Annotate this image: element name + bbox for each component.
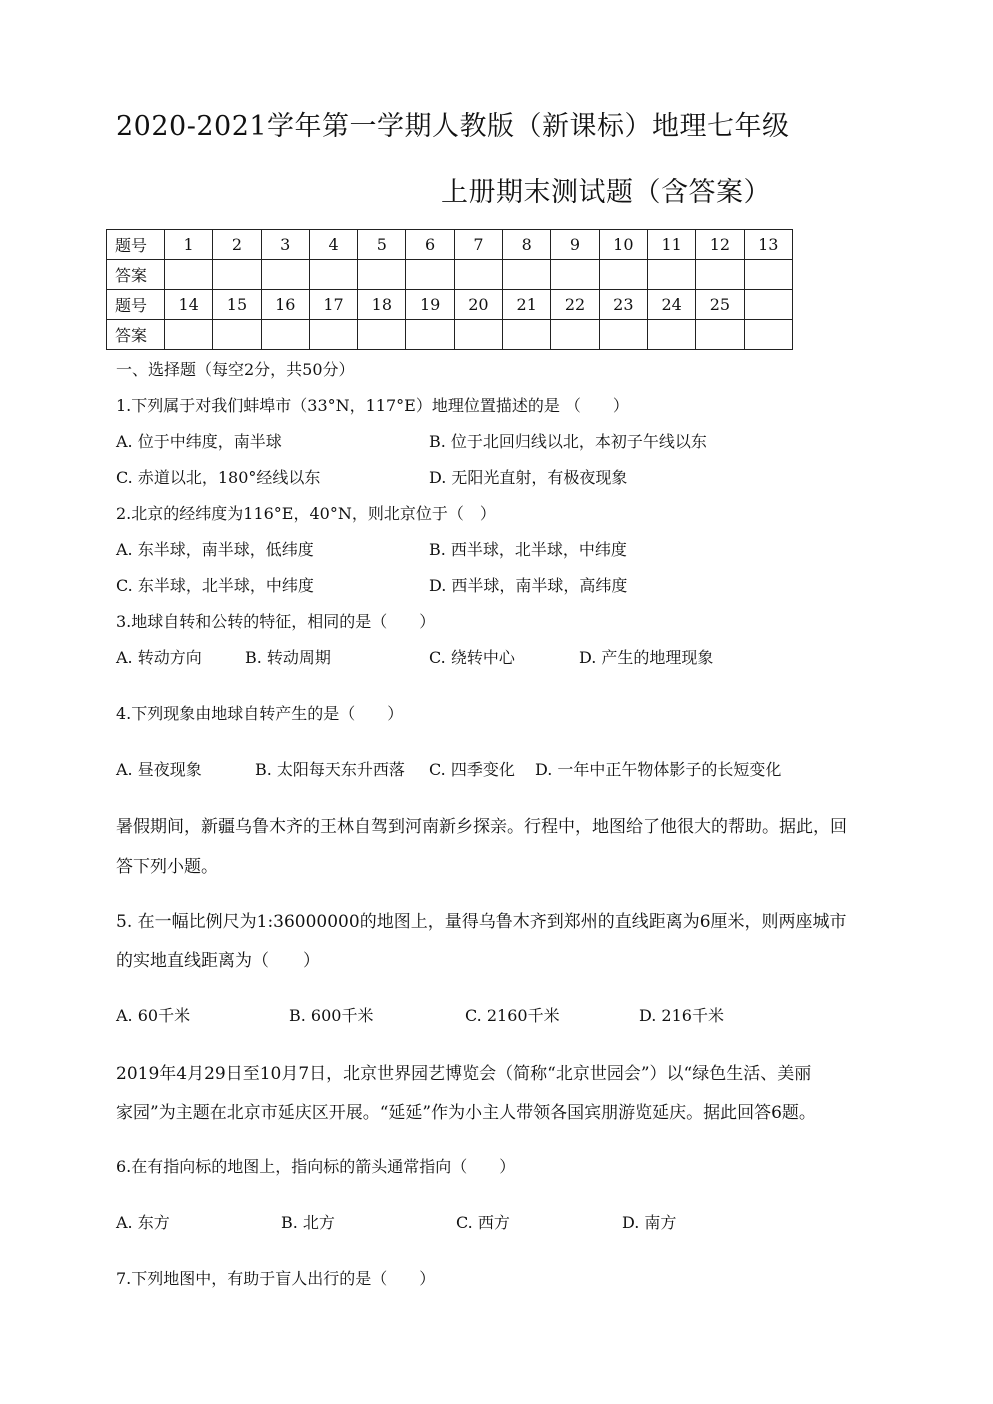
answer-table-cell: 17 [309, 290, 357, 320]
answer-table-header-cell: 题号 [107, 230, 165, 260]
answer-table-cell [599, 260, 647, 290]
answer-table-cell [165, 260, 213, 290]
answer-table-cell: 18 [358, 290, 406, 320]
title-line-2: 上册期末测试题（含答案） [441, 177, 771, 208]
q4-option-a: A. 昼夜现象 [116, 760, 202, 779]
q6-option-a: A. 东方 [116, 1213, 170, 1232]
answer-table-cell: 19 [406, 290, 454, 320]
q3-option-b: B. 转动周期 [245, 648, 331, 667]
answer-table-cell: 23 [599, 290, 647, 320]
answer-table-cell [551, 320, 599, 350]
answer-table-cell [696, 320, 744, 350]
answer-table-cell: 25 [696, 290, 744, 320]
answer-table-cell [406, 260, 454, 290]
answer-table-row [107, 320, 793, 350]
q2-option-b: B. 西半球，北半球，中纬度 [429, 540, 627, 559]
answer-table-cell [309, 320, 357, 350]
q2-option-d: D. 西半球，南半球，高纬度 [429, 576, 628, 595]
q7-stem: 7.下列地图中，有助于盲人出行的是（ ） [116, 1269, 436, 1288]
answer-table-cell: 20 [454, 290, 502, 320]
passage2-line1: 2019年4月29日至10月7日，北京世界园艺博览会（简称“北京世园会”）以“绿色生活、美丽 [116, 1064, 812, 1084]
answer-table-cell [647, 320, 695, 350]
answer-table-cell: 24 [647, 290, 695, 320]
q1-option-d: D. 无阳光直射，有极夜现象 [429, 468, 628, 487]
q1-option-c: C. 赤道以北，180°经线以东 [116, 468, 321, 487]
q5-option-b: B. 600千米 [289, 1006, 374, 1025]
answer-table-cell [358, 320, 406, 350]
answer-table-cell [599, 320, 647, 350]
answer-table-cell [503, 260, 551, 290]
answer-table-cell: 7 [454, 230, 502, 260]
answer-table-cell: 5 [358, 230, 406, 260]
answer-table-cell [744, 260, 792, 290]
answer-table-cell [454, 320, 502, 350]
answer-table-cell [309, 260, 357, 290]
q6-option-d: D. 南方 [622, 1213, 677, 1232]
passage2-line2: 家园”为主题在北京市延庆区开展。“延延”作为小主人带领各国宾朋游览延庆。据此回答6题。 [116, 1103, 816, 1123]
answer-table-cell [406, 320, 454, 350]
answer-table-cell: 11 [647, 230, 695, 260]
answer-table-cell [213, 320, 261, 350]
answer-table-cell: 21 [503, 290, 551, 320]
answer-table-cell: 6 [406, 230, 454, 260]
q4-stem: 4.下列现象由地球自转产生的是（ ） [116, 704, 404, 723]
answer-table-cell [358, 260, 406, 290]
answer-table-cell: 3 [261, 230, 309, 260]
answer-table-cell: 8 [503, 230, 551, 260]
q3-option-d: D. 产生的地理现象 [579, 648, 714, 667]
q5-line1: 5. 在一幅比例尺为1:36000000的地图上，量得乌鲁木齐到郑州的直线距离为6厘米，则两座城市 [116, 912, 847, 932]
q4-option-b: B. 太阳每天东升西落 [255, 760, 405, 779]
answer-table-row [107, 290, 793, 320]
answer-table-cell [551, 260, 599, 290]
answer-table-row [107, 230, 793, 260]
answer-table-row [107, 260, 793, 290]
q5-line2: 的实地直线距离为（ ） [116, 951, 320, 971]
q2-stem: 2.北京的经纬度为116°E，40°N，则北京位于（ ） [116, 504, 496, 523]
title-line-1: 2020-2021学年第一学期人教版（新课标）地理七年级 [116, 111, 790, 142]
q3-option-c: C. 绕转中心 [429, 648, 515, 667]
answer-table-cell: 22 [551, 290, 599, 320]
q5-option-c: C. 2160千米 [465, 1006, 560, 1025]
q1-option-b: B. 位于北回归线以北，本初子午线以东 [429, 432, 707, 451]
answer-table-cell: 16 [261, 290, 309, 320]
q4-option-d: D. 一年中正午物体影子的长短变化 [535, 760, 782, 779]
answer-table-cell: 1 [165, 230, 213, 260]
answer-table-cell: 15 [213, 290, 261, 320]
answer-table-cell [744, 320, 792, 350]
answer-table-cell [696, 260, 744, 290]
q2-option-c: C. 东半球，北半球，中纬度 [116, 576, 314, 595]
answer-table-cell: 13 [744, 230, 792, 260]
q5-option-a: A. 60千米 [116, 1006, 191, 1025]
answer-table-cell: 4 [309, 230, 357, 260]
answer-table-cell: 9 [551, 230, 599, 260]
answer-table-cell [647, 260, 695, 290]
q6-option-c: C. 西方 [456, 1213, 510, 1232]
q2-option-a: A. 东半球，南半球，低纬度 [116, 540, 314, 559]
answer-table-cell [454, 260, 502, 290]
answer-table-cell [744, 290, 792, 320]
answer-table-header-cell: 答案 [107, 260, 165, 290]
answer-table-cell [165, 320, 213, 350]
answer-table-cell: 12 [696, 230, 744, 260]
answer-table-cell: 10 [599, 230, 647, 260]
answer-table [106, 229, 793, 350]
answer-table-cell: 14 [165, 290, 213, 320]
answer-table-cell [503, 320, 551, 350]
q6-option-b: B. 北方 [281, 1213, 335, 1232]
answer-table-cell [261, 320, 309, 350]
q1-stem: 1.下列属于对我们蚌埠市（33°N，117°E）地理位置描述的是 （ ） [116, 396, 629, 415]
q6-stem: 6.在有指向标的地图上，指向标的箭头通常指向（ ） [116, 1157, 516, 1176]
q5-option-d: D. 216千米 [639, 1006, 724, 1025]
answer-table-cell [213, 260, 261, 290]
passage1-line2: 答下列小题。 [116, 857, 218, 877]
q3-option-a: A. 转动方向 [116, 648, 202, 667]
section-heading: 一、选择题（每空2分，共50分） [116, 360, 355, 379]
passage1-line1: 暑假期间，新疆乌鲁木齐的王林自驾到河南新乡探亲。行程中，地图给了他很大的帮助。据此，回 [116, 817, 847, 837]
answer-table-header-cell: 题号 [107, 290, 165, 320]
answer-table-header-cell: 答案 [107, 320, 165, 350]
q4-option-c: C. 四季变化 [429, 760, 515, 779]
q3-stem: 3.地球自转和公转的特征，相同的是（ ） [116, 612, 436, 631]
answer-table-cell: 2 [213, 230, 261, 260]
q1-option-a: A. 位于中纬度，南半球 [116, 432, 282, 451]
answer-table-cell [261, 260, 309, 290]
